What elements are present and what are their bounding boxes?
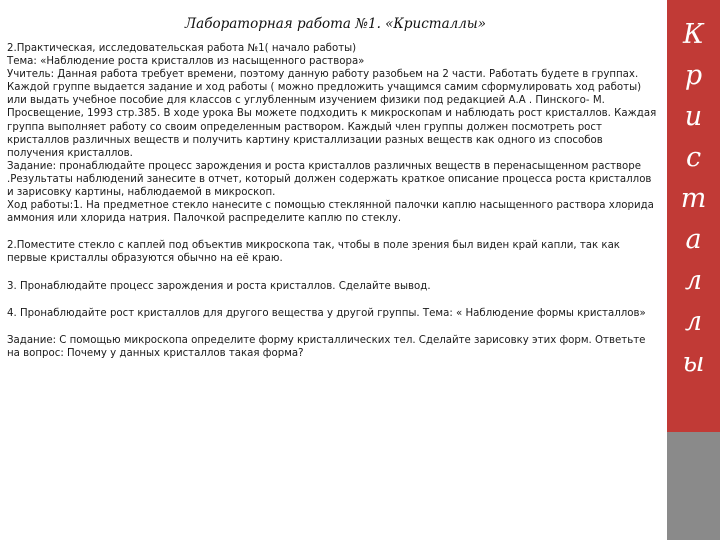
spacer (7, 293, 659, 307)
sidebar-letter: р (684, 60, 703, 91)
sidebar-letter: ы (682, 347, 705, 378)
slide-body (7, 42, 659, 360)
paragraph-procedure-step-4: 4. Пронаблюдайте рост кристаллов для другого вещества у другой группы. Тема: « Наблюдение формы кристаллов» (7, 307, 646, 319)
paragraph-topic: Тема: «Наблюдение роста кристаллов из насыщенного раствора» (7, 56, 365, 68)
sidebar-vertical-word (667, 14, 720, 383)
spacer (7, 266, 659, 280)
paragraph-procedure-step-1: Ход работы:1. На предметное стекло нанесите с помощью стеклянной палочки каплю насыщенного раствора хлорида аммония или хлорида натрия. Палочкой распределите каплю по стеклу. (7, 200, 654, 225)
sidebar-letter: т (680, 183, 707, 214)
sidebar-letter: л (684, 265, 703, 296)
paragraph-teacher: Учитель: Данная работа требует времени, поэтому данную работу разобьем на 2 части. Работать будете в группах. Каждой группе выдается задание и ход работы ( можно предложить учащимся самим сформулировать ход работы) или выдать учебное пособие для классов с углубленным изучением физики под редакцией А.А . Пинского- М. Просвещение, 1993 стр.385. В ходе урока Вы можете подходить к микроскопам и наблюдать рост кристаллов. Каждая группа выполняет работу со своим определенным раствором. Каждый член группы должен посмотреть рост кристаллов различных веществ и получить картину кристаллизации разных веществ как одного из способов получения кристаллов. (7, 69, 657, 159)
spacer (7, 320, 659, 334)
paragraph-second-task: Задание: С помощью микроскопа определите форму кристаллических тел. Сделайте зарисовку этих форм. Ответьте на вопрос: Почему у данных кристаллов такая форма? (7, 334, 646, 359)
sidebar (667, 0, 720, 540)
sidebar-letter: и (684, 101, 703, 132)
sidebar-letter: л (684, 306, 703, 337)
spacer (7, 225, 659, 239)
slide-title: Лабораторная работа №1. «Кристаллы» (184, 16, 487, 32)
sidebar-letter: с (685, 142, 702, 173)
paragraph-procedure-step-2: 2.Поместите стекло с каплей под объектив микроскопа так, чтобы в поле зрения был виден край капли, так как первые кристаллы образуются обычно на её краю. (7, 240, 620, 265)
sidebar-letter: а (685, 224, 702, 255)
paragraph-task: Задание: пронаблюдайте процесс зарождения и роста кристаллов различных веществ в перенасыщенном растворе .Результаты наблюдений занесите в отчет, который должен содержать краткое описание процесса роста кристаллов и зарисовку картины, наблюдаемой в микроскоп. (7, 160, 652, 199)
sidebar-letter: К (683, 19, 704, 50)
paragraph-procedure-step-3: 3. Пронаблюдайте процесс зарождения и роста кристаллов. Сделайте вывод. (7, 280, 431, 292)
paragraph-practical-work: 2.Практическая, исследовательская работа №1( начало работы) (7, 43, 357, 54)
